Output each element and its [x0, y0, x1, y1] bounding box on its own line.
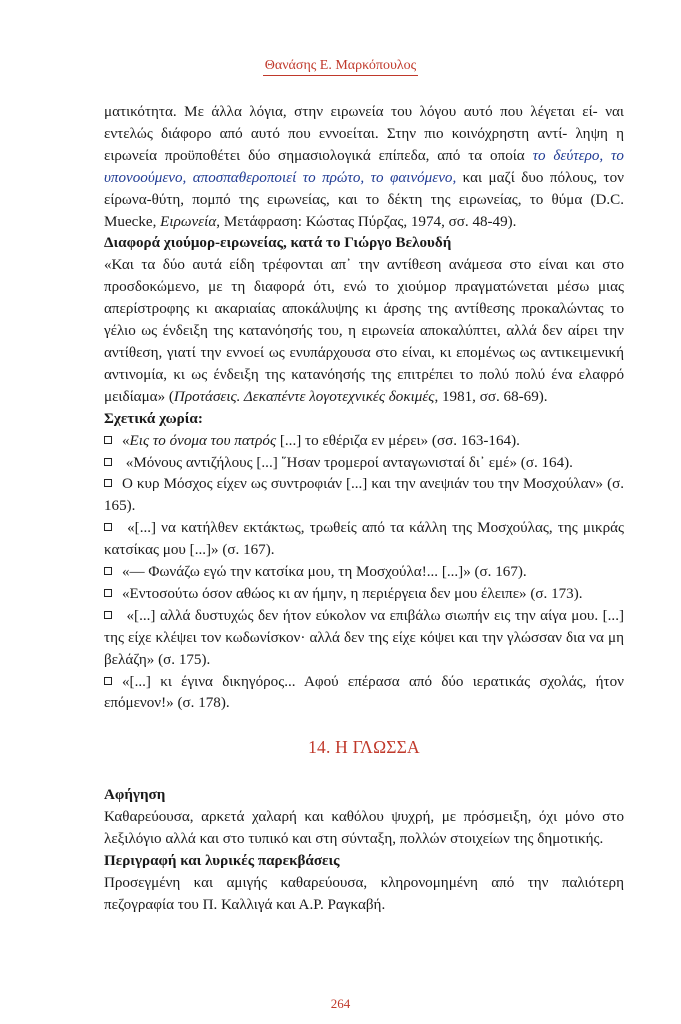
list-item	[104, 518, 624, 562]
quote-text: «[...] κι έγινα δικηγόρος... Αφού επέρασα από δύο ιερατικάς σχολάς, ήτον επόμενον!» (σ. 178).	[104, 673, 624, 712]
highlighted-italic-text: το δεύτερο, το υπονοούμενο, αποσπαθεροποιεί το πρώτο, το φαινόμενο,	[104, 147, 624, 186]
paragraph-line: ληψη η ειρωνεία προϋποθέτει δύο σημασιολογικά επίπεδα, από τα οποία	[104, 125, 624, 164]
list-item	[104, 672, 624, 716]
quote-text: [...] το εθέριζα εν μέρει» (σσ. 163-164).	[276, 432, 520, 449]
quote-text: «Και τα δύο αυτά είδη τρέφονται απ᾽ την αντίθεση ανάμεσα στο είναι και στο προσδοκώμενο, με τη διαφορά ότι, ενώ το χιούμορ πραγματώνεται μέσω μιας απερίστροφης κι ακαριαίας αποκάλυψης κι άρσης της αντίθεσης προκαλώντας το γέλιο ως ένδειξη της κατανόησής του, η ειρωνεία αποκαλύπτει, αλλά δεν αίρει την αντίθεση, γιατί την εννοεί ως ενυπάρχουσα στο είναι, κι επομένως ως αντικειμενική αντινομία, κι ως ένδειξη της κατανόησής της επιτρέπει το πολύ πολύ ένα ελαφρό μειδίαμα» (	[104, 257, 624, 405]
checkbox-bullet-icon	[104, 611, 112, 619]
paragraph-veloudis-quote	[104, 255, 624, 408]
page-number: 264	[330, 996, 351, 1011]
quote-text: Ο κυρ Μόσχος είχεν ως συντροφιάν [...] και την ανεψιάν του την Μοσχούλαν» (σ. 165).	[104, 476, 624, 515]
checkbox-bullet-icon	[104, 458, 112, 466]
book-title: Προτάσεις. Δεκαπέντε λογοτεχνικές δοκιμές	[173, 388, 435, 405]
running-head-text: Θανάσης Ε. Μαρκόπουλος	[263, 58, 418, 76]
checkbox-bullet-icon	[104, 523, 112, 531]
book-title: Εις το όνομα του πατρός	[129, 432, 277, 449]
paragraph-line: , Μετάφραση: Κώστας	[216, 213, 355, 230]
section-title: 14. Η ΓΛΩΣΣΑ	[308, 737, 420, 758]
list-item	[104, 606, 624, 672]
paragraph-line: ναι εντελώς διάφορο από αυτό που εννοείται. Στην πιο κοινόχρηστη αντί-	[104, 104, 624, 142]
paragraph-irony	[104, 102, 624, 233]
citation-end: , 1981, σσ. 68-69).	[434, 388, 548, 405]
checkbox-bullet-icon	[104, 567, 112, 575]
page-body	[104, 102, 624, 917]
list-item	[104, 474, 624, 518]
heading-description: Περιγραφή και λυρικές παρεκβάσεις	[104, 853, 340, 869]
checkbox-bullet-icon	[104, 589, 112, 597]
book-title: Ειρωνεία	[160, 213, 217, 230]
checkbox-bullet-icon	[104, 677, 112, 685]
checkbox-bullet-icon	[104, 479, 112, 487]
quote-text: «[...] να κατήλθεν εκτάκτως, τρωθείς από τα κάλλη της Μοσχούλας, της μικράς κατσίκας μου [...]» (σ. 167).	[104, 520, 624, 559]
heading-veloudis: Διαφορά χιούμορ-ειρωνείας, κατά το Γιώργο Βελουδή	[104, 235, 452, 252]
related-passages-list	[104, 431, 624, 716]
list-item	[104, 584, 624, 606]
paragraph-description: Προσεγμένη και αμιγής καθαρεύουσα, κληρονομημένη από την παλιότερη πεζογραφία του Π. Καλλιγά και Α.Ρ. Ραγκαβή.	[104, 874, 624, 913]
running-head	[0, 58, 681, 76]
quote-text: «— Φωνάζω εγώ την κατσίκα μου, τη Μοσχούλα!... [...]» (σ. 167).	[122, 564, 527, 581]
heading-related-passages: Σχετικά χωρία:	[104, 410, 203, 427]
checkbox-bullet-icon	[104, 436, 112, 444]
paragraph-line: Πύρζας, 1974, σσ. 48-49).	[357, 213, 517, 230]
quote-text: «Εντοσούτω όσον αθώος κι αν ήμην, η περιέργεια δεν μου έλειπε» (σ. 173).	[122, 585, 583, 602]
paragraph-line: της ειρωνείας, το θύμα (D.C. Muecke,	[104, 191, 624, 230]
paragraph-line: ματικότητα. Με άλλα λόγια, στην ειρωνεία του λόγου αυτό που λέγεται εί-	[104, 104, 598, 120]
list-item	[104, 562, 624, 584]
paragraph-line: και μαζί δυο πόλους, τον είρωνα-θύτη, πομπό της ειρωνείας, και το δέκτη	[104, 169, 624, 208]
quote-open: «	[122, 432, 130, 449]
quote-text: «[...] αλλά δυστυχώς δεν ήτον εύκολον να επιβάλω σιωπήν εις την αίγα μου. [...] της είχε κλέψει τον κωδωνίσκον· αλλά δεν της είχε κόψει και την γλώσσαν δια να μη βελάζη» (σ. 175).	[104, 607, 624, 668]
heading-narration: Αφήγηση	[104, 787, 166, 804]
list-item	[104, 431, 624, 453]
quote-text: «Μόνους αντιζήλους [...] ῞Ησαν τρομεροί ανταγωνισταί δι᾽ εμέ» (σ. 164).	[122, 454, 573, 471]
paragraph-narration: Καθαρεύουσα, αρκετά χαλαρή και καθόλου ψυχρή, με πρόσμειξη, όχι μόνο στο λεξιλόγιο αλλά και στο τυπικό και στη σύνταξη, πολλών στοιχείων της δημοτικής.	[104, 809, 624, 848]
list-item	[104, 453, 624, 475]
